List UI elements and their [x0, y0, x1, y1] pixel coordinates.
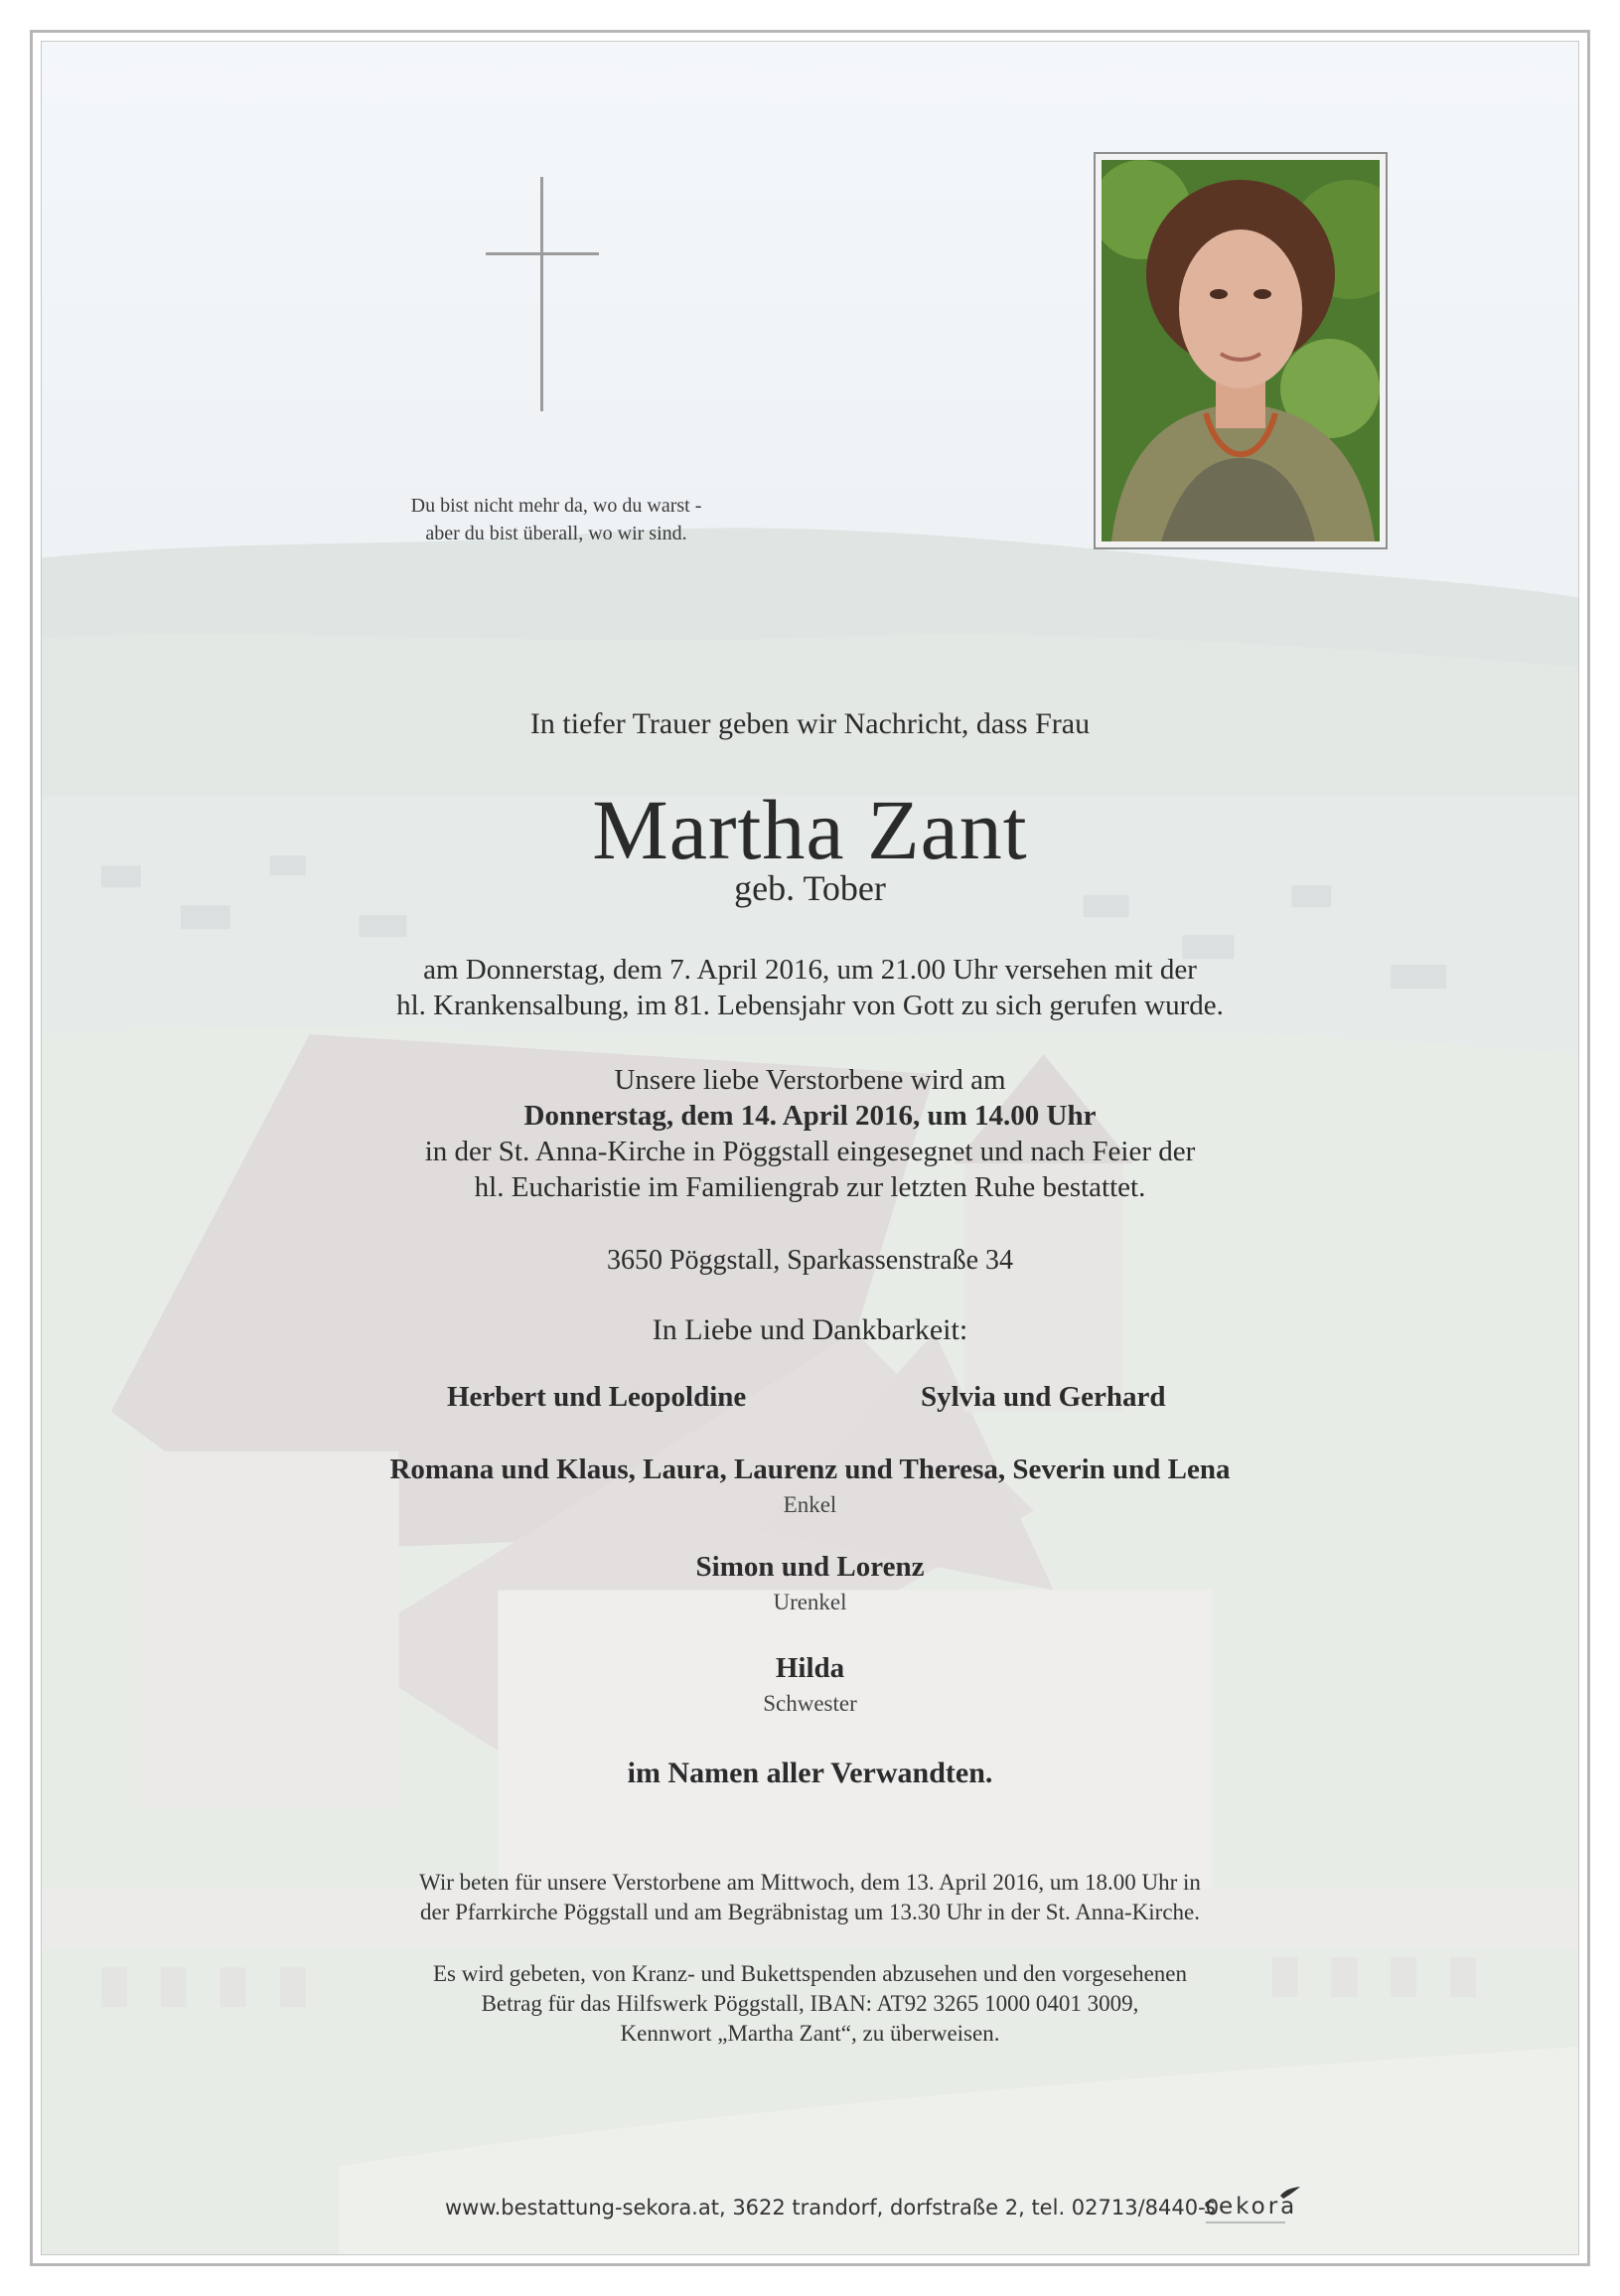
footer-contact: www.bestattung-sekora.at, 3622 trandorf, dorfstraße 2, tel. 02713/8440-0	[445, 2196, 1220, 2219]
deceased-name: Martha Zant	[592, 782, 1028, 877]
funeral-line-4: hl. Eucharistie im Familiengrab zur letzten Ruhe bestattet.	[474, 1171, 1146, 1203]
death-notice	[0, 952, 1620, 1023]
portrait-photo	[1094, 152, 1388, 549]
donation-line-2: Betrag für das Hilfswerk Pöggstall, IBAN: AT92 3265 1000 0401 3009,	[481, 1991, 1139, 2016]
death-notice-line-2: hl. Krankensalbung, im 81. Lebensjahr von Gott zu sich gerufen wurde.	[396, 990, 1224, 1021]
grandchildren-names: Romana und Klaus, Laura, Laurenz und Theresa, Severin und Lena	[389, 1454, 1231, 1485]
quote-line-1: Du bist nicht mehr da, wo du warst -	[410, 495, 702, 517]
prayer-line-2: der Pfarrkirche Pöggstall und am Begräbnistag um 13.30 Uhr in der St. Anna-Kirche.	[419, 1900, 1201, 1924]
funeral-date: Donnerstag, dem 14. April 2016, um 14.00 Uhr	[523, 1100, 1097, 1132]
great-grandchildren-label: Urenkel	[773, 1590, 847, 1614]
children-left: Herbert und Leopoldine	[447, 1381, 747, 1413]
prayer-line-1: Wir beten für unsere Verstorbene am Mittwoch, dem 13. April 2016, um 18.00 Uhr in	[419, 1870, 1201, 1895]
donation-line-1: Es wird gebeten, von Kranz- und Bukettspenden abzusehen und den vorgesehenen	[433, 1961, 1187, 1986]
donation-line-3: Kennwort „Martha Zant“, zu überweisen.	[620, 2021, 1000, 2046]
prayer-notice	[0, 1868, 1620, 1927]
cross-icon	[486, 177, 599, 411]
children-right: Sylvia und Gerhard	[921, 1381, 1166, 1413]
maiden-name: geb. Tober	[734, 868, 886, 908]
death-notice-line-1: am Donnerstag, dem 7. April 2016, um 21.00 Uhr versehen mit der	[423, 954, 1197, 986]
funeral-line-3: in der St. Anna-Kirche in Pöggstall eingesegnet und nach Feier der	[424, 1136, 1196, 1167]
great-grandchildren-names: Simon und Lorenz	[695, 1551, 925, 1583]
funeral-notice	[0, 1062, 1620, 1205]
quote-line-2: aber du bist überall, wo wir sind.	[425, 523, 687, 544]
thanks-heading: In Liebe und Dankbarkeit:	[652, 1313, 968, 1346]
memorial-quote	[338, 492, 775, 547]
donation-notice	[0, 1959, 1620, 2049]
sekora-logo: sekora	[1204, 2194, 1298, 2219]
bird-icon	[1279, 2186, 1301, 2200]
intro-line: In tiefer Trauer geben wir Nachricht, dass Frau	[529, 707, 1091, 740]
funeral-line-1: Unsere liebe Verstorbene wird am	[614, 1064, 1006, 1096]
sister-name: Hilda	[775, 1652, 845, 1684]
logo-underline	[1206, 2221, 1285, 2223]
sister-label: Schwester	[763, 1691, 857, 1716]
family-address: 3650 Pöggstall, Sparkassenstraße 34	[606, 1245, 1014, 1276]
closing-line: im Namen aller Verwandten.	[627, 1757, 993, 1789]
grandchildren-label: Enkel	[783, 1492, 837, 1517]
